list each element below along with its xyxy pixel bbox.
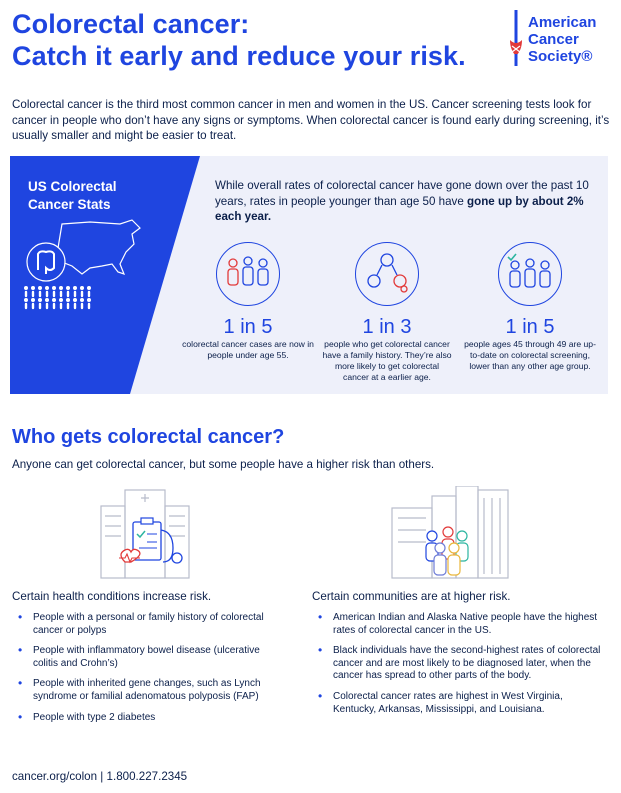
stat-value-3: 1 in 5 xyxy=(505,316,555,338)
stats-band xyxy=(10,156,608,394)
logo-text xyxy=(528,14,596,65)
list-item: • American Indian and Alaska Native people have the highest rates of colorectal cancer in the US. xyxy=(316,612,606,637)
us-map-icon xyxy=(20,218,150,310)
page-title xyxy=(12,8,492,72)
people-checkmark-icon xyxy=(498,242,562,306)
hospital-clipboard-icon xyxy=(95,486,205,582)
footer-contact: cancer.org/colon | 1.800.227.2345 xyxy=(12,770,188,783)
list-item: • Colorectal cancer rates are highest in West Virginia, Kentucky, Arkansas, Mississippi, and Louisiana. xyxy=(316,691,606,716)
acs-logo xyxy=(508,10,614,66)
stat-item-2 xyxy=(317,242,457,383)
stat-desc-3: people ages 45 through 49 are up-to-date on colorectal screening, lower than any other age group. xyxy=(464,339,596,371)
list-item: • People with type 2 diabetes xyxy=(16,712,286,725)
section-subtitle: Anyone can get colorectal cancer, but some people have a higher risk than others. xyxy=(12,458,435,471)
title-line-2: Catch it early and reduce your risk. xyxy=(12,41,466,71)
stat-item-1 xyxy=(178,242,318,361)
people-group-icon xyxy=(216,242,280,306)
left-column-heading: Certain health conditions increase risk. xyxy=(12,590,212,603)
stats-lead-bold: gone up by about 2% each year. xyxy=(215,194,584,223)
list-item: • Black individuals have the second-highest rates of colorectal cancer and are most likely to be diagnosed later, when the cancer has spread to other parts of the body. xyxy=(316,645,606,683)
stats-heading xyxy=(28,178,158,214)
stats-lead: While overall rates of colorectal cancer have gone down over the past 10 years, rates in people younger than age 50 have xyxy=(215,179,589,208)
stat-desc-2: people who get colorectal cancer have a family history. They’re also more likely to get colorectal cancer at a earlier age. xyxy=(322,339,452,382)
logo-line-2: Cancer xyxy=(528,31,579,48)
stats-lead-text xyxy=(215,178,605,225)
section-title: Who gets colorectal cancer? xyxy=(12,426,285,448)
logo-line-1: American xyxy=(528,14,597,31)
logo-line-3: Society® xyxy=(528,48,593,65)
intro-paragraph: Colorectal cancer is the third most common cancer in men and women in the US. Cancer screening tests look for cancer in people who don’t have any signs or symptoms. When colorectal cancer is found early during screening, it’s usually smaller and might be easier to treat. xyxy=(12,98,610,143)
list-item: • People with inflammatory bowel disease (ulcerative colitis and Crohn’s) xyxy=(16,645,286,670)
title-line-1: Colorectal cancer: xyxy=(12,9,250,39)
health-conditions-list xyxy=(16,612,286,732)
sword-logo-icon xyxy=(508,10,524,66)
family-network-icon xyxy=(355,242,419,306)
list-item: • People with a personal or family history of colorectal cancer or polyps xyxy=(16,612,286,637)
communities-list xyxy=(316,612,606,724)
stat-value-1: 1 in 5 xyxy=(223,316,273,338)
stats-heading-line-2: Cancer Stats xyxy=(28,197,111,212)
stat-item-3 xyxy=(460,242,600,372)
stat-value-2: 1 in 3 xyxy=(362,316,412,338)
right-column-heading: Certain communities are at higher risk. xyxy=(312,590,511,603)
stat-desc-1: colorectal cancer cases are now in people under age 55. xyxy=(182,339,314,360)
stats-heading-line-1: US Colorectal xyxy=(28,179,117,194)
list-item: • People with inherited gene changes, such as Lynch syndrome or familial adenomatous polyposis (FAP) xyxy=(16,678,286,703)
city-community-icon xyxy=(388,486,518,582)
